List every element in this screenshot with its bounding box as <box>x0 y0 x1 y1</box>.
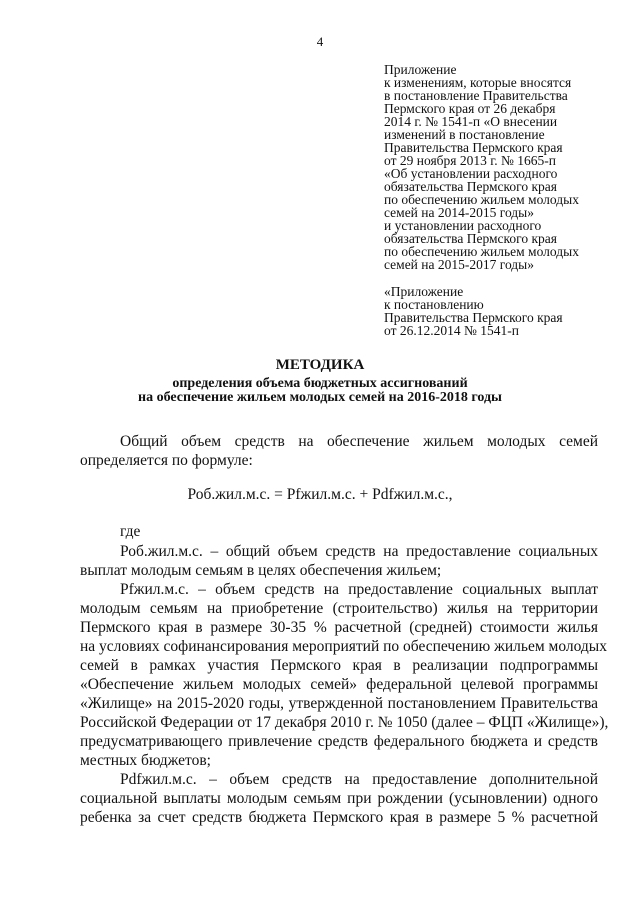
appendix-line: и установлении расходного <box>384 218 542 233</box>
appendix-line: Приложение <box>384 62 457 77</box>
appendix-line: «Об установлении расходного <box>384 166 558 181</box>
document-title: МЕТОДИКА <box>275 357 365 373</box>
intro-paragraph <box>80 432 598 470</box>
where-text: где <box>120 523 141 540</box>
appendix-line: от 29 ноября 2013 г. № 1665-п <box>384 153 556 168</box>
appendix2-line: к постановлению <box>384 297 484 312</box>
paragraph-line: ребенка за счет средств бюджета Пермского края в размере 5 % расчетной <box>80 809 598 826</box>
appendix-header-2 <box>384 285 634 337</box>
appendix-line: к изменениям, которые вносятся <box>384 75 572 90</box>
definition-pf <box>80 580 609 770</box>
appendix-line: Правительства Пермского края <box>384 140 563 155</box>
appendix-line: по обеспечению жильем молодых <box>384 192 579 207</box>
formula: Роб.жил.м.с. = Pfжил.м.с. + Pdfжил.м.с., <box>187 486 453 503</box>
appendix2-line: Правительства Пермского края <box>384 310 563 325</box>
paragraph-line: социальной выплаты молодым семьям при рождении (усыновлении) одного <box>80 790 598 807</box>
appendix-line: 2014 г. № 1541-п «О внесении <box>384 114 558 129</box>
where-label <box>80 522 598 541</box>
appendix-line: Пермского края от 26 декабря <box>384 101 556 116</box>
definition-total <box>80 542 598 580</box>
paragraph-line: Пермского края в размере 30-35 % расчетной (средней) стоимости жилья <box>80 619 598 636</box>
paragraph-line: семей в рамках участия Пермского края в реализации подпрограммы <box>80 657 598 674</box>
page-number: 4 <box>316 34 324 49</box>
appendix-line: изменений в постановление <box>384 127 545 142</box>
paragraph-line: «Жилище» на 2015-2020 годы, утвержденной постановлением Правительства <box>80 695 598 712</box>
paragraph-line: «Обеспечение жильем молодых семей» федеральной целевой программы <box>80 676 598 693</box>
appendix2-line: «Приложение <box>384 284 464 299</box>
paragraph-line: молодым семьям на приобретение (строительство) жилья на территории <box>80 600 598 617</box>
paragraph-line: Pdfжил.м.с. – объем средств на предоставление дополнительной <box>120 771 598 788</box>
paragraph-line: Роб.жил.м.с. – общий объем средств на предоставление социальных <box>120 543 598 560</box>
paragraph-line: местных бюджетов; <box>80 752 211 769</box>
appendix-line: в постановление Правительства <box>384 88 568 103</box>
definition-pdf <box>80 770 598 827</box>
appendix-line: семей на 2015-2017 годы» <box>384 257 534 272</box>
appendix-line: обязательства Пермского края <box>384 179 557 194</box>
appendix-header <box>384 63 634 271</box>
paragraph-line: определяется по формуле: <box>80 452 253 469</box>
paragraph-line: Общий объем средств на обеспечение жильем молодых семей <box>120 433 598 450</box>
appendix-line: семей на 2014-2015 годы» <box>384 205 534 220</box>
paragraph-line: предусматривающего привлечение средств федерального бюджета и средств <box>80 733 598 750</box>
appendix2-line: от 26.12.2014 № 1541-п <box>384 323 519 338</box>
subtitle-line: определения объема бюджетных ассигнований <box>172 376 468 391</box>
document-subtitle <box>0 377 640 405</box>
paragraph-line: выплат молодым семьям в целях обеспечения жильем; <box>80 562 442 579</box>
paragraph-line: Pfжил.м.с. – объем средств на предоставление социальных выплат <box>120 581 598 598</box>
appendix-line: обязательства Пермского края <box>384 231 557 246</box>
paragraph-line: на условиях софинансирования мероприятий по обеспечению жильем молодых <box>80 638 607 655</box>
appendix-line: по обеспечению жильем молодых <box>384 244 579 259</box>
paragraph-line: Российской Федерации от 17 декабря 2010 г. № 1050 (далее – ФЦП «Жилище»), <box>80 714 609 731</box>
subtitle-line: на обеспечение жильем молодых семей на 2016-2018 годы <box>138 390 502 405</box>
